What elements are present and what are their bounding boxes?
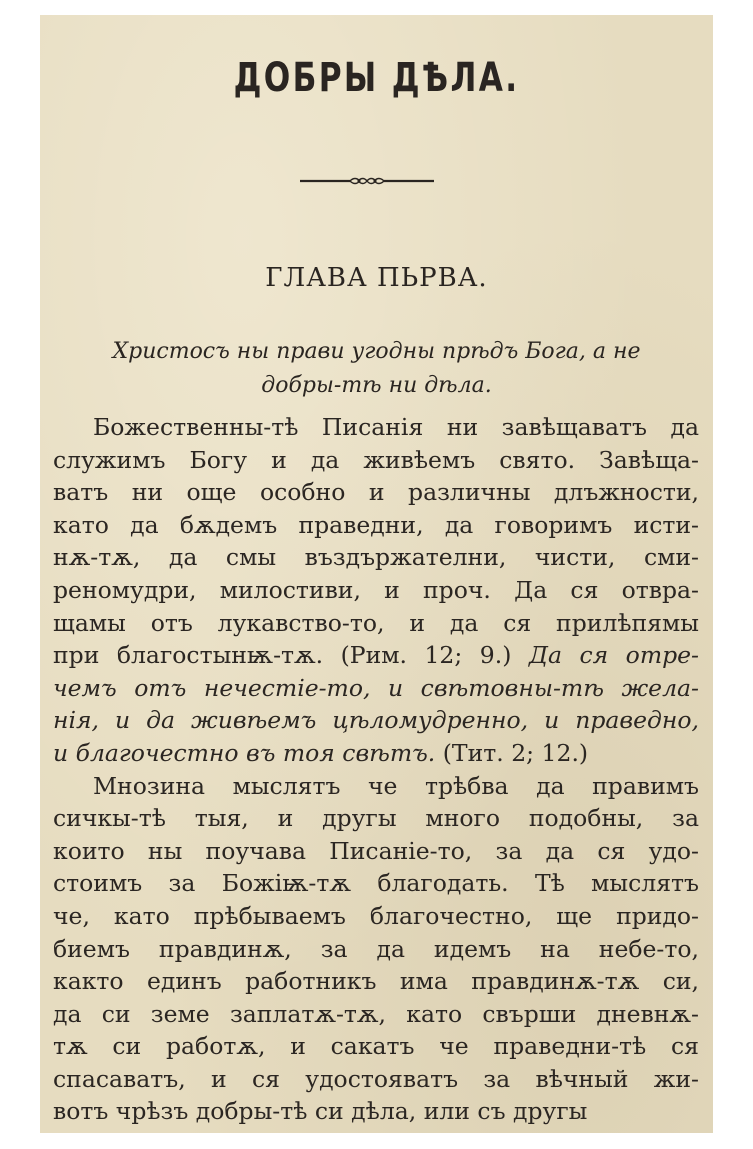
text-run: (Тит. 2; 12.) [435,738,589,767]
text-line [53,672,699,705]
text-line [53,900,699,933]
text-run: нѫ-тѫ, да смы въздържателни, чисти, сми- [53,543,699,572]
text-run: стоимъ за Божіѭ-тѫ благодать. Тѣ мыслятъ [53,869,699,898]
text-run: спасаватъ, и ся удостояватъ за вѣчный жи- [53,1064,699,1093]
italic-text: чемъ отъ нечестіе-то, и свѣтовны-тѣ жела- [53,673,699,702]
text-run: ватъ ни още особно и различны длъжности, [53,478,699,507]
text-run: тѫ си работѫ, и сакатъ че праведни-тѣ ся [53,1032,699,1061]
text-run: да си земе заплатѫ-тѫ, като свърши дневнѫ- [53,999,699,1028]
divider-ornament [300,175,434,187]
paragraph [53,770,699,1129]
italic-text: и благочестно въ тоя свѣтъ. [53,738,436,767]
text-line [53,1063,699,1096]
text-run: сичкы-тѣ тыя, и другы много подобны, за [53,804,699,833]
text-line [53,965,699,998]
text-run: които ны поучава Писаніе-то, за да ся удо- [53,836,699,865]
text-line [53,639,699,672]
text-run: Мнозина мыслятъ че трѣбва да правимъ [93,771,699,800]
text-line [53,933,699,966]
text-run: биемъ правдинѫ, за да идемъ на небе-то, [53,934,699,963]
text-line [53,574,699,607]
text-line [53,1095,699,1128]
text-line [53,835,699,868]
text-line [53,770,699,803]
text-line [53,444,699,477]
text-line [53,867,699,900]
text-line [53,541,699,574]
text-line [53,802,699,835]
text-run: както единъ работникъ има правдинѫ-тѫ си, [53,967,699,996]
italic-text: Да ся отре- [528,641,699,670]
subtitle-line: Христосъ ны прави угодны прѣдъ Бога, а не [112,339,641,364]
chapter-subtitle [70,335,683,403]
text-line [53,704,699,737]
text-line [53,509,699,542]
body-text [53,411,699,1128]
text-run: като да бѫдемъ праведни, да говоримъ исти- [53,510,699,539]
text-run: служимъ Богу и да живѣемъ свято. Завѣща- [53,445,699,474]
text-run: щамы отъ лукавство-то, и да ся прилѣпямы [53,608,699,637]
paragraph [53,411,699,770]
text-line [53,1030,699,1063]
book-page [40,15,713,1133]
text-line [53,607,699,640]
text-run: че, като прѣбываемъ благочестно, ще придо- [53,901,699,930]
chapter-heading: ГЛАВА ПЬРВА. [265,263,488,293]
text-run: при благостынѭ-тѫ. (Рим. 12; 9.) [53,641,529,670]
text-run: вотъ чрѣзъ добры-тѣ си дѣла, или съ другы [53,1097,588,1126]
text-line [53,476,699,509]
text-run: Божественны-тѣ Писанія ни завѣщаватъ да [93,413,699,441]
page-title: ДОБРЫ ДѢЛА. [233,55,520,101]
text-run: реномудри, милостиви, и проч. Да ся отвра- [53,575,699,604]
text-line [53,737,699,770]
italic-text: нія, и да живѣемъ цѣломудренно, и праведно, [53,706,699,735]
text-line [53,998,699,1031]
text-line [53,411,699,444]
subtitle-line: добры-тѣ ни дѣла. [261,373,492,398]
